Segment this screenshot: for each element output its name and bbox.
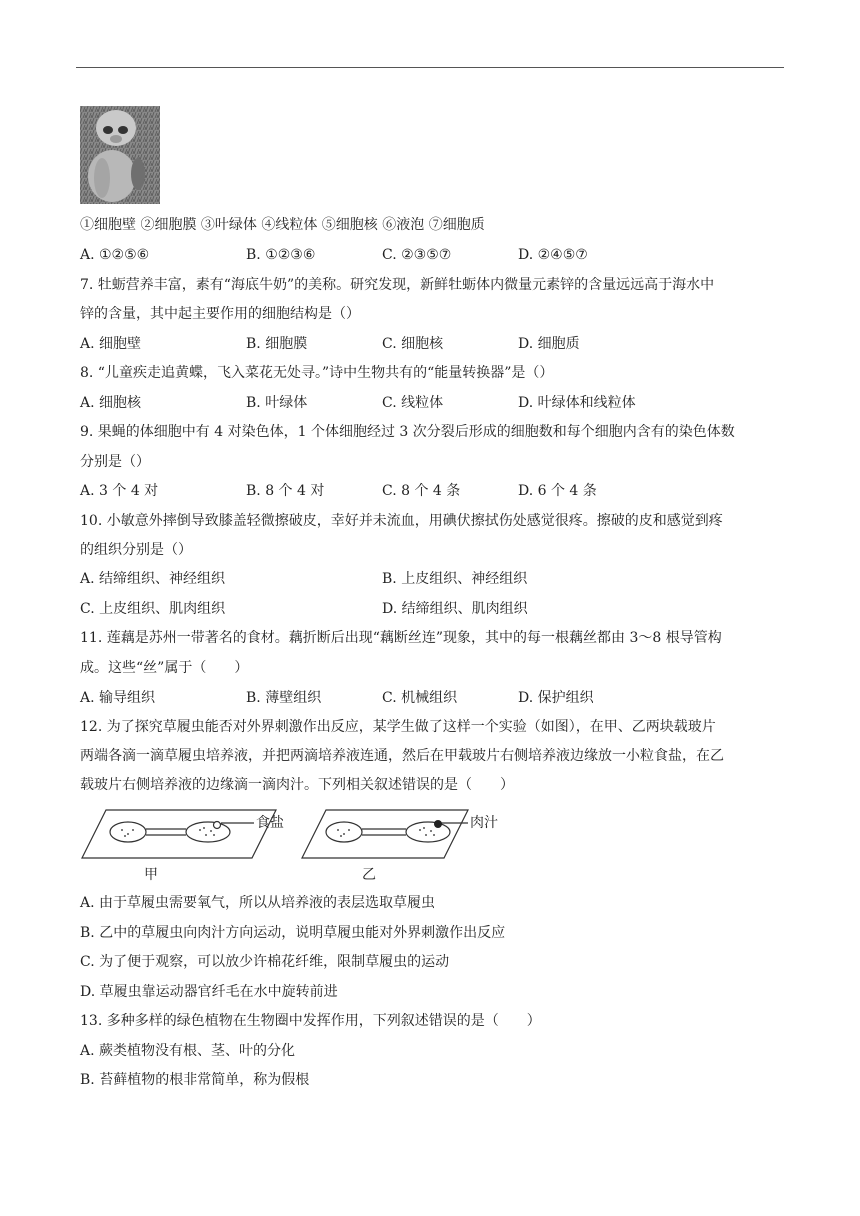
- q12-option-a: A. 由于草履虫需要氧气，所以从培养液的表层选取草履虫: [80, 895, 436, 911]
- figure-label-salt: 食盐: [256, 815, 284, 831]
- q13-option-b: B. 苔藓植物的根非常简单，称为假根: [80, 1072, 310, 1088]
- q11-stem-line-1: 11. 莲藕是苏州一带著名的食材。藕折断后出现“藕断丝连”现象，其中的每一根藕丝都由 3～8 根导管构: [80, 630, 722, 646]
- q7-stem-line-1: 7. 牡蛎营养丰富，素有“海底牛奶”的美称。研究发现，新鲜牡蛎体内微量元素锌的含量远远高于海水中: [80, 277, 715, 293]
- q12-option-d: D. 草履虫靠运动器官纤毛在水中旋转前进: [80, 984, 338, 1000]
- q6-choices-line: ①细胞壁 ②细胞膜 ③叶绿体 ④线粒体 ⑤细胞核 ⑥液泡 ⑦细胞质: [80, 217, 485, 233]
- slide-jia: [82, 810, 276, 858]
- q11-option-c: C. 机械组织: [382, 690, 458, 706]
- q11-option-a: A. 输导组织: [80, 690, 156, 706]
- meat-juice-drop: [434, 820, 442, 828]
- figure-label-jia: 甲: [144, 867, 158, 883]
- figure-label-yi: 乙: [362, 867, 376, 883]
- header-rule: [76, 67, 784, 68]
- q7-option-c: C. 细胞核: [382, 336, 444, 352]
- q10-option-d: D. 结缔组织、肌肉组织: [382, 601, 528, 617]
- q10-option-b: B. 上皮组织、神经组织: [382, 571, 528, 587]
- q8-option-a: A. 细胞核: [80, 395, 142, 411]
- q11-option-d: D. 保护组织: [518, 690, 594, 706]
- q9-option-a: A. 3 个 4 对: [80, 483, 159, 499]
- q9-stem-line-1: 9. 果蝇的体细胞中有 4 对染色体，1 个体细胞经过 3 次分裂后形成的细胞数和每个细胞内含有的染色体数: [80, 424, 735, 440]
- q7-option-d: D. 细胞质: [518, 336, 580, 352]
- q13-stem-line-1: 13. 多种多样的绿色植物在生物圈中发挥作用，下列叙述错误的是（ ）: [80, 1013, 541, 1029]
- q9-option-b: B. 8 个 4 对: [246, 483, 325, 499]
- q8-option-d: D. 叶绿体和线粒体: [518, 395, 636, 411]
- q12-option-c: C. 为了便于观察，可以放少许棉花纤维，限制草履虫的运动: [80, 954, 450, 970]
- q6-option-b: B. ①②③⑥: [246, 247, 316, 263]
- figure-label-meat-juice: 肉汁: [470, 815, 498, 831]
- q7-option-a: A. 细胞壁: [80, 336, 142, 352]
- q8-stem-line-1: 8. “儿童疾走追黄蝶，飞入菜花无处寻。”诗中生物共有的“能量转换器”是（）: [80, 365, 554, 381]
- slide-yi: [302, 810, 468, 858]
- q9-option-d: D. 6 个 4 条: [518, 483, 597, 499]
- q12-stem-line-3: 载玻片右侧培养液的边缘滴一滴肉汁。下列相关叙述错误的是（ ）: [80, 777, 514, 793]
- q8-option-c: C. 线粒体: [382, 395, 444, 411]
- q13-option-a: A. 蕨类植物没有根、茎、叶的分化: [80, 1043, 296, 1059]
- q6-option-d: D. ②④⑤⑦: [518, 247, 588, 263]
- q8-option-b: B. 叶绿体: [246, 395, 308, 411]
- monkey-photo: [80, 106, 160, 204]
- q12-stem-line-2: 两端各滴一滴草履虫培养液，并把两滴培养液连通，然后在甲载玻片右侧培养液边缘放一小粒食盐，在乙: [80, 748, 724, 764]
- q11-option-b: B. 薄壁组织: [246, 690, 322, 706]
- q10-stem-line-2: 的组织分别是（）: [80, 542, 192, 558]
- q9-option-c: C. 8 个 4 条: [382, 483, 461, 499]
- q10-option-a: A. 结缔组织、神经组织: [80, 571, 226, 587]
- q10-option-c: C. 上皮组织、肌肉组织: [80, 601, 226, 617]
- paramecium-experiment-figure: [76, 806, 516, 882]
- q11-stem-line-2: 成。这些“丝”属于（ ）: [80, 660, 249, 676]
- q12-option-b: B. 乙中的草履虫向肉汁方向运动，说明草履虫能对外界刺激作出反应: [80, 925, 506, 941]
- q10-stem-line-1: 10. 小敏意外摔倒导致膝盖轻微擦破皮，幸好并未流血，用碘伏擦拭伤处感觉很疼。擦破的皮和感觉到疼: [80, 513, 723, 529]
- q7-option-b: B. 细胞膜: [246, 336, 308, 352]
- q12-stem-line-1: 12. 为了探究草履虫能否对外界刺激作出反应，某学生做了这样一个实验（如图），在甲、乙两块载玻片: [80, 719, 716, 735]
- q6-option-c: C. ②③⑤⑦: [382, 247, 452, 263]
- q6-option-a: A. ①②⑤⑥: [80, 247, 150, 263]
- q7-stem-line-2: 锌的含量，其中起主要作用的细胞结构是（）: [80, 306, 360, 322]
- q9-stem-line-2: 分别是（）: [80, 454, 150, 470]
